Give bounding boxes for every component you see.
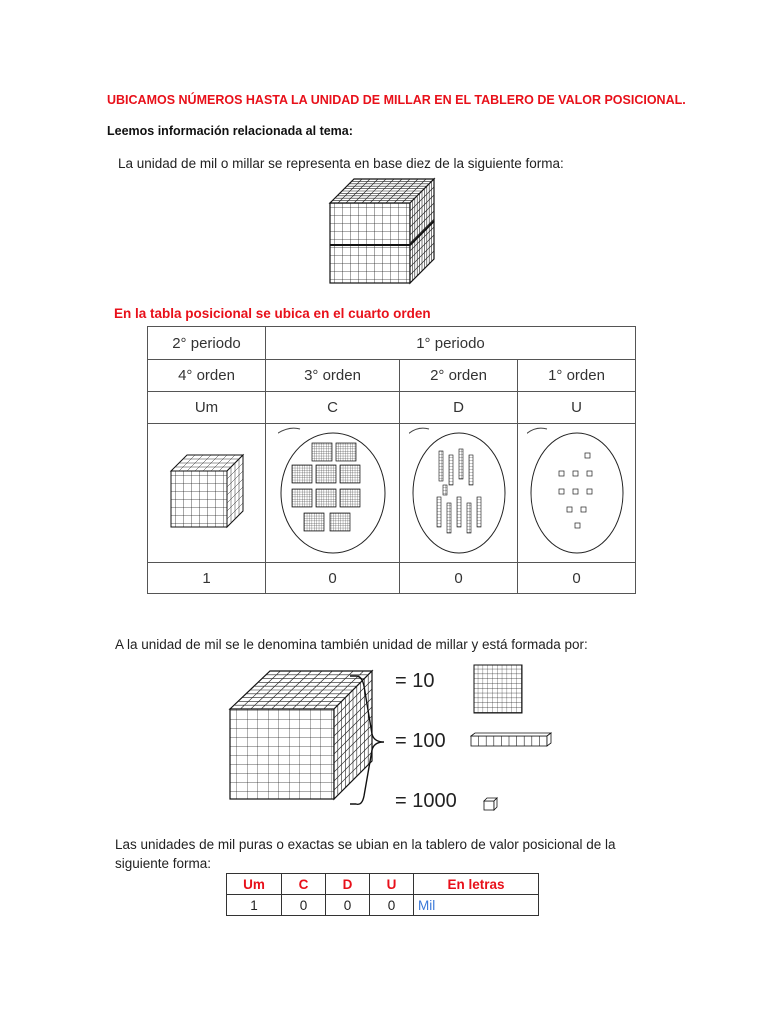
cell-en-letras: Mil xyxy=(414,895,539,916)
cell-c: 0 xyxy=(282,895,326,916)
equals-thousand: = 1000 xyxy=(395,790,457,812)
symbol-c: C xyxy=(266,392,400,424)
cell-u: 0 xyxy=(370,895,414,916)
period-2-header: 2° periodo xyxy=(148,327,266,360)
composition-paragraph: A la unidad de mil se le denomina también unidad de millar y está formada por: xyxy=(115,637,588,652)
pure-thousands-paragraph: Las unidades de mil puras o exactas se ubian en la tablero de valor posicional de la siguiente forma: xyxy=(115,837,616,871)
cell-um: 1 xyxy=(227,895,282,916)
order-3-header: 3° orden xyxy=(266,360,400,392)
value-u: 0 xyxy=(518,563,636,594)
header-u: U xyxy=(370,874,414,895)
cube-cell xyxy=(148,424,266,563)
header-um: Um xyxy=(227,874,282,895)
cell-d: 0 xyxy=(326,895,370,916)
symbol-u: U xyxy=(518,392,636,424)
hundred-flat-icon xyxy=(473,664,523,714)
symbol-d: D xyxy=(400,392,518,424)
tens-cell xyxy=(400,424,518,563)
thousands-letters-table xyxy=(226,873,539,916)
section-subtitle: Leemos información relacionada al tema: xyxy=(107,124,353,138)
value-um: 1 xyxy=(148,563,266,594)
equals-hundred: = 100 xyxy=(395,730,446,752)
thousand-cube-illustration xyxy=(326,175,446,295)
header-d: D xyxy=(326,874,370,895)
units-cell xyxy=(518,424,636,563)
equals-ten: = 10 xyxy=(395,670,435,692)
tens-rods-icon xyxy=(409,427,509,555)
position-value-table xyxy=(147,326,636,594)
order-2-header: 2° orden xyxy=(400,360,518,392)
units-cubes-icon xyxy=(527,427,627,555)
hundreds-cell xyxy=(266,424,400,563)
hundreds-flats-icon xyxy=(278,427,388,555)
fourth-order-note: En la tabla posicional se ubica en el cuarto orden xyxy=(114,306,431,321)
brace-icon xyxy=(344,672,394,812)
order-1-header: 1° orden xyxy=(518,360,636,392)
value-c: 0 xyxy=(266,563,400,594)
intro-paragraph: La unidad de mil o millar se representa en base diez de la siguiente forma: xyxy=(118,156,564,171)
unit-cube-icon xyxy=(483,797,499,811)
period-1-header: 1° periodo xyxy=(266,327,636,360)
value-d: 0 xyxy=(400,563,518,594)
order-4-header: 4° orden xyxy=(148,360,266,392)
ten-rod-icon xyxy=(470,732,552,748)
symbol-um: Um xyxy=(148,392,266,424)
header-en-letras: En letras xyxy=(414,874,539,895)
thousand-cube-icon xyxy=(167,451,247,531)
page-title: UBICAMOS NÚMEROS HASTA LA UNIDAD DE MILLAR EN EL TABLERO DE VALOR POSICIONAL. xyxy=(107,93,686,107)
header-c: C xyxy=(282,874,326,895)
